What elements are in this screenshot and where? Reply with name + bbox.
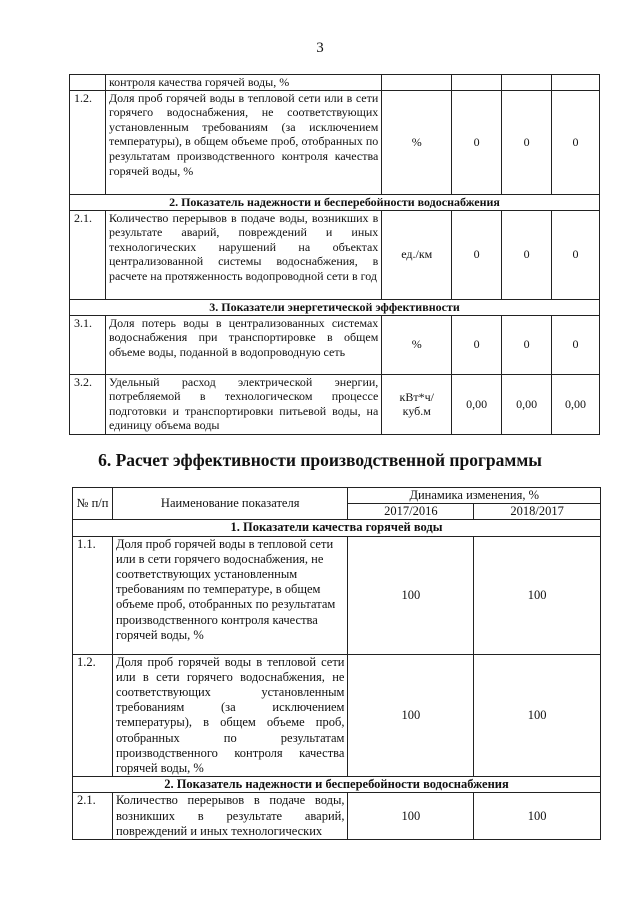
section-title: 3. Показатели энергетической эффективности <box>70 299 600 315</box>
table-row <box>70 75 600 91</box>
section-header <box>70 194 600 210</box>
value-cell: 100 <box>348 536 474 654</box>
table-row <box>73 654 601 777</box>
header-num: № п/п <box>73 488 113 520</box>
indicator-name: Удельный расход электрической энергии, потребляемой в технологическом процессе подготовки и транспортировки питьевой воды, на единицу объема воды <box>105 374 381 434</box>
section-title: 2. Показатель надежности и бесперебойности водоснабжения <box>73 777 601 793</box>
page-number: 3 <box>316 40 324 56</box>
header-name: Наименование показателя <box>112 488 348 520</box>
table-row <box>70 90 600 194</box>
row-number: 1.2. <box>70 90 106 194</box>
value-cell: 100 <box>348 654 474 777</box>
table-row <box>70 210 600 299</box>
indicator-name: Доля проб горячей воды в тепловой сети или в сети горячего водоснабжения, не соответствующих установленным требованиям (за исключением температуры), в общем объеме проб, отобранных по результатам производственного контроля качества горячей воды, % <box>105 90 381 194</box>
table-row <box>73 536 601 654</box>
value-cell: 0 <box>452 210 502 299</box>
unit-cell: кВт*ч/ куб.м <box>382 374 452 434</box>
row-number: 2.1. <box>73 793 113 840</box>
value-cell: 0 <box>502 210 552 299</box>
indicator-name: Доля проб горячей воды в тепловой сети или в сети горячего водоснабжения, не соответствующих установленным требованиям (за исключением температуры), в общем объеме проб, отобранных по результатам производственного контроля качества горячей воды, % <box>112 654 348 777</box>
indicator-name: Доля потерь воды в централизованных системах водоснабжения при транспортировке в общем объеме воды, поданной в водопроводную сеть <box>105 315 381 374</box>
table-row <box>70 315 600 374</box>
value-cell: 0 <box>502 90 552 194</box>
section-header <box>70 299 600 315</box>
row-number: 1.2. <box>73 654 113 777</box>
header-dynamics: Динамика изменения, % <box>348 488 601 504</box>
indicator-name: Доля проб горячей воды в тепловой сети или в сети горячего водоснабжения, не соответствующих установленным требованиям по температуре, в общем объеме проб, отобранных по результатам производственного контроля качества горячей воды, % <box>112 536 348 654</box>
value-cell: 0 <box>552 315 600 374</box>
section-title: 2. Показатель надежности и бесперебойности водоснабжения <box>70 194 600 210</box>
table-row <box>73 793 601 840</box>
value-cell: 100 <box>474 654 601 777</box>
indicators-table <box>69 74 600 435</box>
section-title: 1. Показатели качества горячей воды <box>73 520 601 536</box>
section-header <box>73 520 601 536</box>
value-cell: 0,00 <box>502 374 552 434</box>
row-number: 1.1. <box>73 536 113 654</box>
table-row <box>70 374 600 434</box>
row-number: 3.1. <box>70 315 106 374</box>
row-number: 3.2. <box>70 374 106 434</box>
header-year: 2018/2017 <box>474 504 601 520</box>
indicator-name: контроля качества горячей воды, % <box>105 75 381 91</box>
section-heading: 6. Расчет эффективности производственной программы <box>98 450 542 470</box>
unit-cell: % <box>382 90 452 194</box>
section-header <box>73 777 601 793</box>
indicator-name: Количество перерывов в подаче воды, возникших в результате аварий, повреждений и иных технологических <box>112 793 348 840</box>
value-cell: 100 <box>474 536 601 654</box>
indicator-name: Количество перерывов в подаче воды, возникших в результате аварий, повреждений и иных технологических нарушений на объектах централизованной системы водоснабжения, в расчете на протяженность водопроводной сети в год <box>105 210 381 299</box>
row-number <box>70 75 106 91</box>
header-year: 2017/2016 <box>348 504 474 520</box>
header-row <box>73 488 601 504</box>
value-cell: 100 <box>474 793 601 840</box>
value-cell: 0 <box>452 90 502 194</box>
value-cell: 0,00 <box>452 374 502 434</box>
value-cell: 0 <box>552 210 600 299</box>
unit-cell: ед./км <box>382 210 452 299</box>
unit-cell: % <box>382 315 452 374</box>
value-cell: 0 <box>452 315 502 374</box>
value-cell: 0 <box>502 315 552 374</box>
value-cell: 0,00 <box>552 374 600 434</box>
value-cell: 0 <box>552 90 600 194</box>
efficiency-table <box>72 487 601 840</box>
row-number: 2.1. <box>70 210 106 299</box>
value-cell: 100 <box>348 793 474 840</box>
